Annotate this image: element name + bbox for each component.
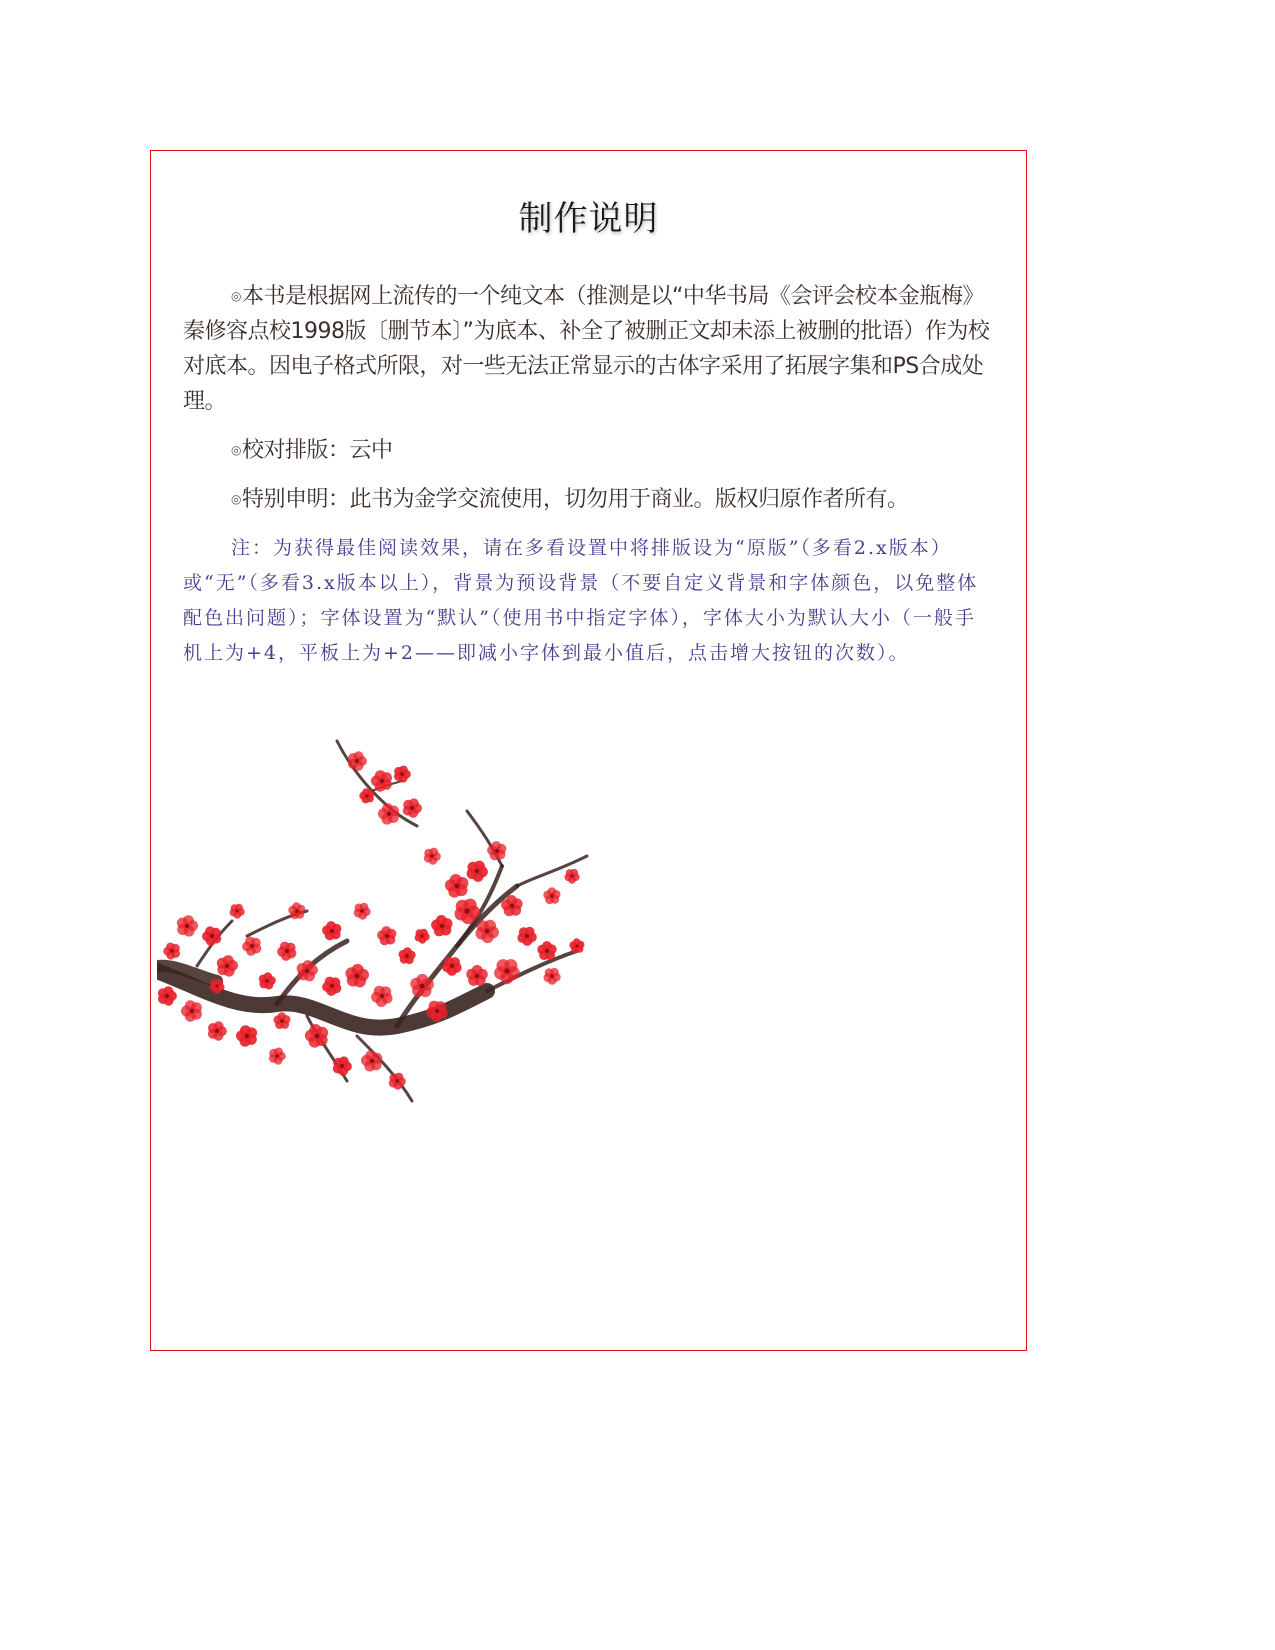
blossom-flower bbox=[403, 798, 422, 817]
blossom-flower bbox=[242, 937, 261, 956]
blossom-flower bbox=[377, 926, 396, 945]
blossom-flower bbox=[371, 986, 392, 1007]
blossom-flower bbox=[217, 955, 238, 977]
blossom-flower bbox=[494, 959, 520, 984]
blossom-flower bbox=[273, 1012, 290, 1029]
blossom-flower bbox=[354, 903, 371, 920]
plum-blossoms bbox=[158, 751, 585, 1089]
blossom-flower bbox=[333, 1056, 352, 1075]
blossom-flower bbox=[394, 766, 411, 783]
blossom-flower bbox=[277, 942, 296, 961]
blossom-flower bbox=[177, 915, 198, 936]
blossom-flower bbox=[348, 751, 367, 770]
blossom-flower bbox=[543, 887, 560, 904]
blossom-flower bbox=[208, 1021, 227, 1040]
blossom-flower bbox=[322, 977, 341, 996]
plum-blossom-illustration bbox=[157, 736, 617, 1136]
blossom-flower bbox=[345, 964, 369, 988]
blossom-flower bbox=[269, 1048, 286, 1065]
page-frame bbox=[150, 150, 1027, 1351]
blossom-flower bbox=[466, 965, 488, 986]
blossom-flower bbox=[371, 770, 392, 792]
blossom-flower bbox=[399, 947, 416, 964]
blossom-flower bbox=[442, 957, 462, 976]
bullet-icon: ◎ bbox=[231, 443, 241, 457]
blossom-flower bbox=[537, 941, 556, 960]
body-text bbox=[183, 279, 995, 671]
blossom-flower bbox=[424, 848, 441, 865]
paragraph-proofreader bbox=[183, 433, 995, 468]
blossom-flower bbox=[181, 1000, 202, 1021]
blossom-flower bbox=[288, 902, 305, 919]
blossom-flower bbox=[431, 915, 452, 936]
blossom-flower bbox=[475, 920, 499, 943]
paragraph-text: 特别申明：此书为金学交流使用，切勿用于商业。版权归原作者所有。 bbox=[241, 487, 909, 512]
blossom-flower bbox=[467, 861, 488, 882]
blossom-flower bbox=[230, 904, 245, 919]
bullet-icon: ◎ bbox=[231, 289, 241, 303]
blossom-flower bbox=[259, 972, 276, 989]
blossom-flower bbox=[415, 929, 430, 944]
blossom-flower bbox=[305, 1024, 328, 1048]
blossom-flower bbox=[322, 921, 341, 940]
paragraph-text: 校对排版：云中 bbox=[241, 438, 393, 463]
blossom-flower bbox=[202, 926, 221, 945]
blossom-flower bbox=[445, 874, 469, 898]
blossom-flower bbox=[361, 1050, 382, 1071]
blossom-flower bbox=[569, 938, 584, 953]
paragraph-source bbox=[183, 279, 995, 419]
blossom-flower bbox=[517, 927, 536, 946]
blossom-flower bbox=[378, 803, 399, 824]
blossom-flower bbox=[158, 986, 177, 1005]
blossom-flower bbox=[163, 943, 180, 960]
page-title: 制作说明 bbox=[518, 199, 659, 239]
paragraph-text: 本书是根据网上流传的一个纯文本（推测是以“中华书局《会评会校本金瓶梅》秦修容点校1998版〔删节本〕”为底本、补全了被删正文却未添上被删的批语）作为校对底本。因电子格式所限，对一些无法正常显示的古体字采用了拓展字集和PS合成处理。 bbox=[183, 284, 990, 414]
reading-note: 注：为获得最佳阅读效果，请在多看设置中将排版设为“原版”（多看2.x版本）或“无”（多看3.x版本以上），背景为预设背景（不要自定义背景和字体颜色，以免整体配色出问题）；字体设置为“默认”（使用书中指定字体），字体大小为默认大小（一般手机上为+4，平板上为+2——即减小字体到最小值后，点击增大按钮的次数）。 bbox=[183, 537, 979, 664]
paragraph-statement bbox=[183, 482, 995, 517]
blossom-flower bbox=[236, 1025, 257, 1047]
blossom-flower bbox=[544, 968, 561, 985]
blossom-flower bbox=[359, 788, 374, 803]
bullet-icon: ◎ bbox=[231, 492, 241, 506]
blossom-flower bbox=[565, 869, 580, 884]
